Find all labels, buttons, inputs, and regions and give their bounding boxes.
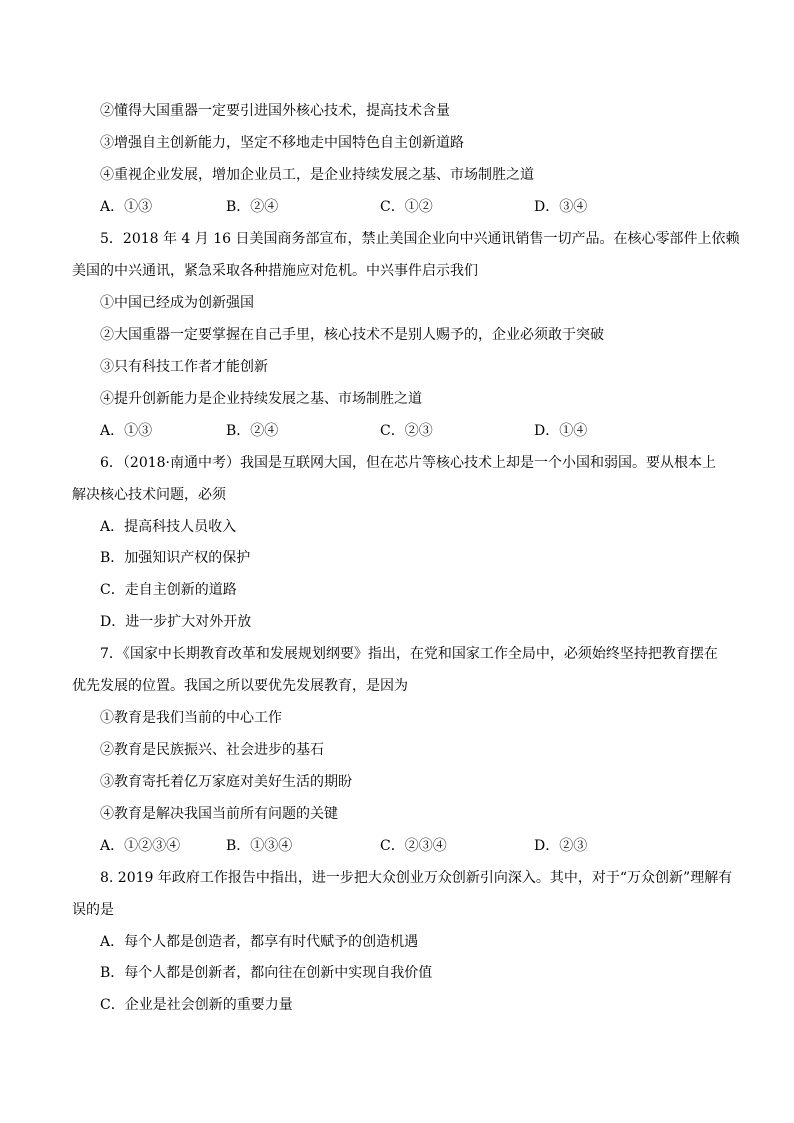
q6-option-a: A．提高科技人员收入 [100,519,237,535]
q6-option-b: B．加强知识产权的保护 [100,550,251,566]
q5-statement-1: ①中国已经成为创新强国 [100,295,254,311]
q4-option-a: A．①③ [100,199,153,215]
q5-stem-line-1: 5．2018 年 4 月 16 日美国商务部宣布，禁止美国企业向中兴通讯销售一切产品。在核心零部件上依赖 [100,231,740,247]
q5-statement-4: ④提升创新能力是企业持续发展之基、市场制胜之道 [100,391,422,407]
q7-statement-4: ④教育是解决我国当前所有问题的关键 [100,806,338,822]
q7-statement-1: ①教育是我们当前的中心工作 [100,710,282,726]
q4-statement-4: ④重视企业发展，增加企业员工，是企业持续发展之基、市场制胜之道 [100,167,534,183]
q8-stem-line-1: 8. 2019 年政府工作报告中指出，进一步把大众创业万众创新引向深入。其中，对于“万众创新”理解有 [100,870,733,886]
q4-option-c: C．①② [380,199,433,215]
q4-statement-2: ②懂得大国重器一定要引进国外核心技术，提高技术含量 [100,103,450,119]
q5-option-c: C．②③ [380,423,433,439]
q7-option-a: A．①②③④ [100,838,181,854]
q5-statement-2: ②大国重器一定要掌握在自己手里，核心技术不是别人赐予的，企业必须敢于突破 [100,327,604,343]
q4-option-b: B．②④ [226,199,279,215]
q5-option-b: B．②④ [226,423,279,439]
q4-option-d: D．③④ [534,199,588,215]
q5-statement-3: ③只有科技工作者才能创新 [100,359,268,375]
q4-statement-3: ③增强自主创新能力，坚定不移地走中国特色自主创新道路 [100,135,464,151]
q8-option-b: B．每个人都是创新者，都向往在创新中实现自我价值 [100,965,433,981]
q6-stem-line-1: 6．（2018·南通中考）我国是互联网大国，但在芯片等核心技术上却是一个小国和弱国。要从根本上 [100,455,716,471]
q5-option-d: D．①④ [534,423,588,439]
q6-stem-line-2: 解决核心技术问题，必须 [72,487,226,503]
q7-stem-line-2: 优先发展的位置。我国之所以要优先发展教育，是因为 [72,678,408,694]
q7-option-c: C．②③④ [380,838,447,854]
q8-option-c: C．企业是社会创新的重要力量 [100,997,293,1013]
q6-option-d: D．进一步扩大对外开放 [100,614,252,630]
q5-stem-line-2: 美国的中兴通讯，紧急采取各种措施应对危机。中兴事件启示我们 [72,263,478,279]
q8-stem-line-2: 误的是 [72,902,114,918]
q7-option-d: D．②③ [534,838,588,854]
q6-option-c: C．走自主创新的道路 [100,582,237,598]
q5-option-a: A．①③ [100,423,153,439]
q7-statement-3: ③教育寄托着亿万家庭对美好生活的期盼 [100,774,352,790]
q7-stem-line-1: 7．《国家中长期教育改革和发展规划纲要》指出，在党和国家工作全局中，必须始终坚持把教育摆在 [100,646,718,662]
q8-option-a: A．每个人都是创造者，都享有时代赋予的创造机遇 [100,934,419,950]
q7-statement-2: ②教育是民族振兴、社会进步的基石 [100,742,324,758]
q7-option-b: B．①③④ [226,838,293,854]
